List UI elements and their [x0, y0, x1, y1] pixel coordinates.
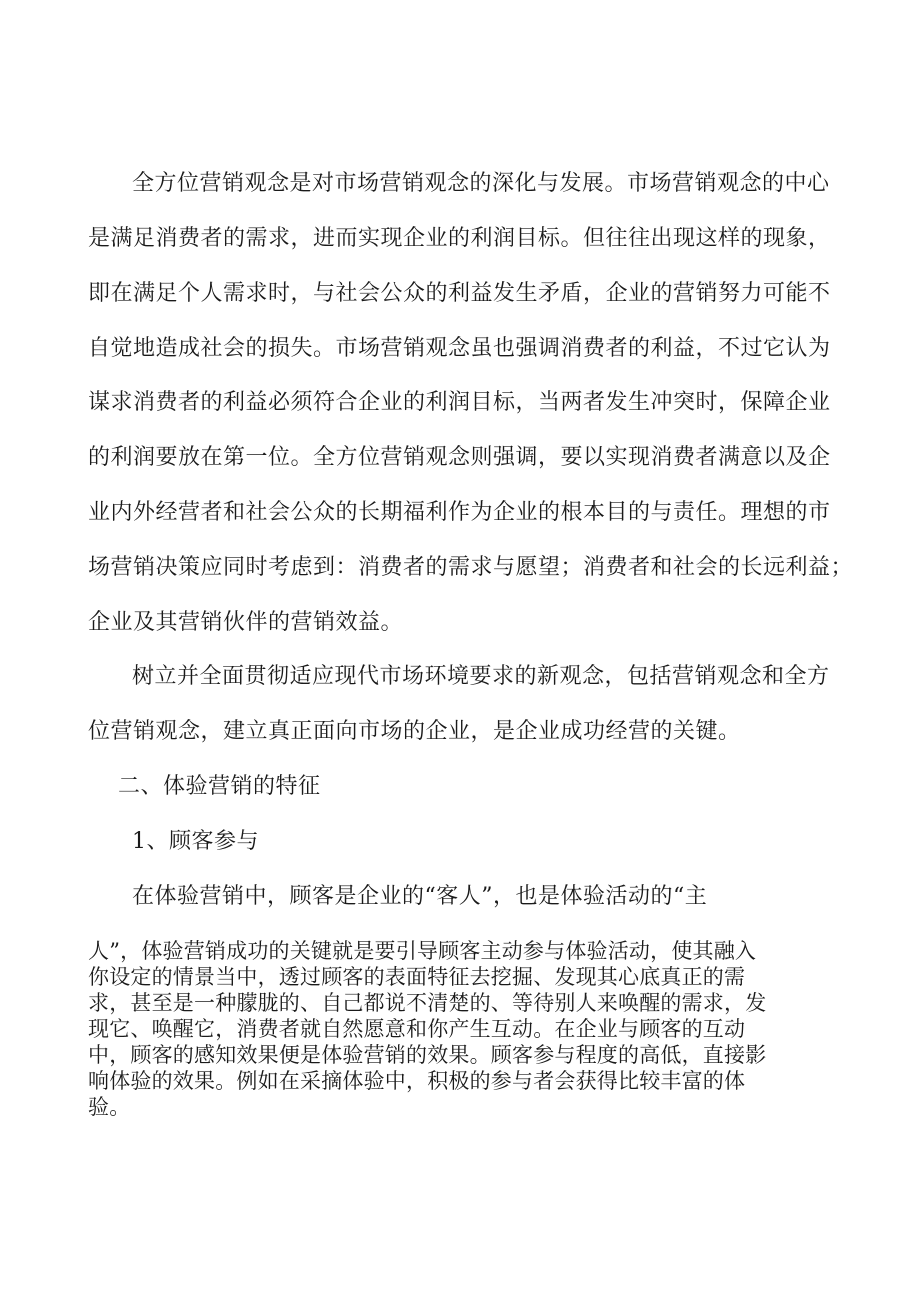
paragraph-line: 响体验的效果。例如在采摘体验中，积极的参与者会获得比较丰富的体 — [88, 1069, 746, 1093]
paragraph-line: 在体验营销中，顾客是企业的“客人”，也是体验活动的“主 — [132, 884, 708, 909]
paragraph-line: 现它、唤醒它，消费者就自然愿意和你产生互动。在企业与顾客的互动 — [88, 1017, 746, 1041]
paragraph-line: 的利润要放在第一位。全方位营销观念则强调，要以实现消费者满意以及企 — [88, 445, 831, 470]
paragraph-line: 位营销观念，建立真正面向市场的企业，是企业成功经营的关键。 — [88, 719, 741, 744]
subsection-heading: 1、顾客参与 — [132, 829, 259, 854]
paragraph-line: 树立并全面贯彻适应现代市场环境要求的新观念，包括营销观念和全方 — [132, 664, 830, 689]
paragraph-line: 谋求消费者的利益必须符合企业的利润目标，当两者发生冲突时，保障企业 — [88, 390, 831, 415]
paragraph-line: 人”，体验营销成功的关键就是要引导顾客主动参与体验活动，使其融入 — [88, 939, 757, 963]
paragraph-line: 验。 — [88, 1095, 131, 1119]
paragraph-line: 企业及其营销伙伴的营销效益。 — [88, 610, 404, 635]
section-heading: 二、体验营销的特征 — [118, 774, 321, 799]
paragraph-line: 全方位营销观念是对市场营销观念的深化与发展。市场营销观念的中心 — [132, 171, 830, 196]
paragraph-line: 中，顾客的感知效果便是体验营销的效果。顾客参与程度的高低，直接影 — [88, 1043, 767, 1067]
paragraph-line: 是满足消费者的需求，进而实现企业的利润目标。但往往出现这样的现象， — [88, 226, 831, 251]
paragraph-line: 求，甚至是一种朦胧的、自己都说不清楚的、等待别人来唤醒的需求，发 — [88, 991, 767, 1015]
paragraph-line: 你设定的情景当中，透过顾客的表面特征去挖掘、发现其心底真正的需 — [88, 965, 746, 989]
paragraph-line: 自觉地造成社会的损失。市场营销观念虽也强调消费者的利益，不过它认为 — [88, 336, 831, 361]
paragraph-line: 业内外经营者和社会公众的长期福利作为企业的根本目的与责任。理想的市 — [88, 500, 831, 525]
paragraph-line: 即在满足个人需求时，与社会公众的利益发生矛盾，企业的营销努力可能不 — [88, 281, 831, 306]
paragraph-line: 场营销决策应同时考虑到：消费者的需求与愿望；消费者和社会的长远利益； — [88, 555, 854, 580]
